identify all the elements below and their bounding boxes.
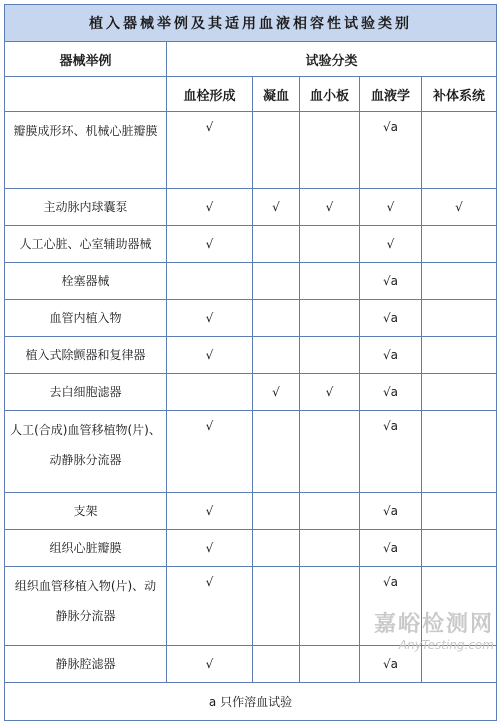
mark-cell	[253, 226, 300, 263]
test-group-header: 试验分类	[167, 42, 497, 77]
watermark-en: AnyTesting.com	[398, 638, 494, 652]
mark-cell	[422, 493, 497, 530]
mark-cell	[167, 263, 253, 300]
device-name: 栓塞器械	[5, 263, 167, 300]
mark-cell	[253, 646, 300, 683]
mark-cell	[422, 112, 497, 189]
watermark	[374, 607, 494, 652]
mark-cell	[253, 493, 300, 530]
mark-cell	[253, 337, 300, 374]
mark-cell: √a	[360, 646, 422, 683]
mark-cell: √	[167, 567, 253, 646]
mark-cell	[422, 226, 497, 263]
mark-cell: √a	[360, 567, 422, 646]
device-name: 支架	[5, 493, 167, 530]
mark-cell	[167, 374, 253, 411]
mark-cell: √	[167, 226, 253, 263]
mark-cell: √	[422, 189, 497, 226]
header-thrombosis: 血栓形成	[167, 77, 253, 112]
mark-cell: √a	[360, 374, 422, 411]
document-sheet	[4, 4, 496, 709]
mark-cell	[253, 112, 300, 189]
mark-cell	[300, 300, 360, 337]
mark-cell	[422, 263, 497, 300]
device-column-spacer	[5, 77, 167, 112]
mark-cell: √a	[360, 112, 422, 189]
device-name: 组织心脏瓣膜	[5, 530, 167, 567]
table-row	[5, 226, 497, 263]
mark-cell	[422, 337, 497, 374]
mark-cell	[300, 493, 360, 530]
table-title: 植入器械举例及其适用血液相容性试验类别	[5, 5, 497, 42]
table-row	[5, 112, 497, 189]
mark-cell: √	[167, 337, 253, 374]
mark-cell: √	[167, 646, 253, 683]
device-name: 人工(合成)血管移植物(片)、动静脉分流器	[5, 411, 167, 493]
mark-cell	[300, 226, 360, 263]
mark-cell	[422, 411, 497, 493]
table-row	[5, 189, 497, 226]
table-row	[5, 374, 497, 411]
mark-cell: √	[167, 300, 253, 337]
device-name: 组织血管移植入物(片)、动静脉分流器	[5, 567, 167, 646]
mark-cell: √	[167, 189, 253, 226]
mark-cell	[253, 530, 300, 567]
mark-cell: √a	[360, 411, 422, 493]
mark-cell	[300, 263, 360, 300]
mark-cell: √a	[360, 300, 422, 337]
mark-cell: √	[300, 189, 360, 226]
device-name: 静脉腔滤器	[5, 646, 167, 683]
mark-cell: √a	[360, 493, 422, 530]
mark-cell	[300, 646, 360, 683]
mark-cell	[253, 263, 300, 300]
mark-cell	[300, 530, 360, 567]
mark-cell	[300, 337, 360, 374]
mark-cell	[300, 112, 360, 189]
mark-cell: √a	[360, 263, 422, 300]
header-platelets: 血小板	[300, 77, 360, 112]
table-row	[5, 300, 497, 337]
table-row	[5, 530, 497, 567]
device-column-header: 器械举例	[5, 42, 167, 77]
mark-cell: √	[167, 530, 253, 567]
mark-cell	[253, 300, 300, 337]
mark-cell: √	[360, 226, 422, 263]
mark-cell: √a	[360, 337, 422, 374]
table-row	[5, 337, 497, 374]
device-name: 人工心脏、心室辅助器械	[5, 226, 167, 263]
header-hematology: 血液学	[360, 77, 422, 112]
device-name: 去白细胞滤器	[5, 374, 167, 411]
mark-cell: √	[300, 374, 360, 411]
mark-cell	[253, 567, 300, 646]
mark-cell: √	[360, 189, 422, 226]
mark-cell: √	[167, 411, 253, 493]
mark-cell: √	[167, 112, 253, 189]
header-complement: 补体系统	[422, 77, 497, 112]
watermark-cn: 嘉峪检测网	[373, 612, 494, 637]
mark-cell	[422, 374, 497, 411]
table-row	[5, 263, 497, 300]
device-name: 瓣膜成形环、机械心脏瓣膜	[5, 112, 167, 189]
mark-cell	[300, 411, 360, 493]
device-name: 主动脉内球囊泵	[5, 189, 167, 226]
footnote: a 只作溶血试验	[5, 683, 497, 721]
device-name: 血管内植入物	[5, 300, 167, 337]
mark-cell: √	[253, 189, 300, 226]
table-row	[5, 493, 497, 530]
header-coagulation: 凝血	[253, 77, 300, 112]
mark-cell	[422, 530, 497, 567]
mark-cell	[300, 567, 360, 646]
mark-cell: √a	[360, 530, 422, 567]
mark-cell: √	[253, 374, 300, 411]
mark-cell	[422, 300, 497, 337]
device-name: 植入式除颤器和复律器	[5, 337, 167, 374]
mark-cell	[253, 411, 300, 493]
mark-cell: √	[167, 493, 253, 530]
table-row	[5, 411, 497, 493]
